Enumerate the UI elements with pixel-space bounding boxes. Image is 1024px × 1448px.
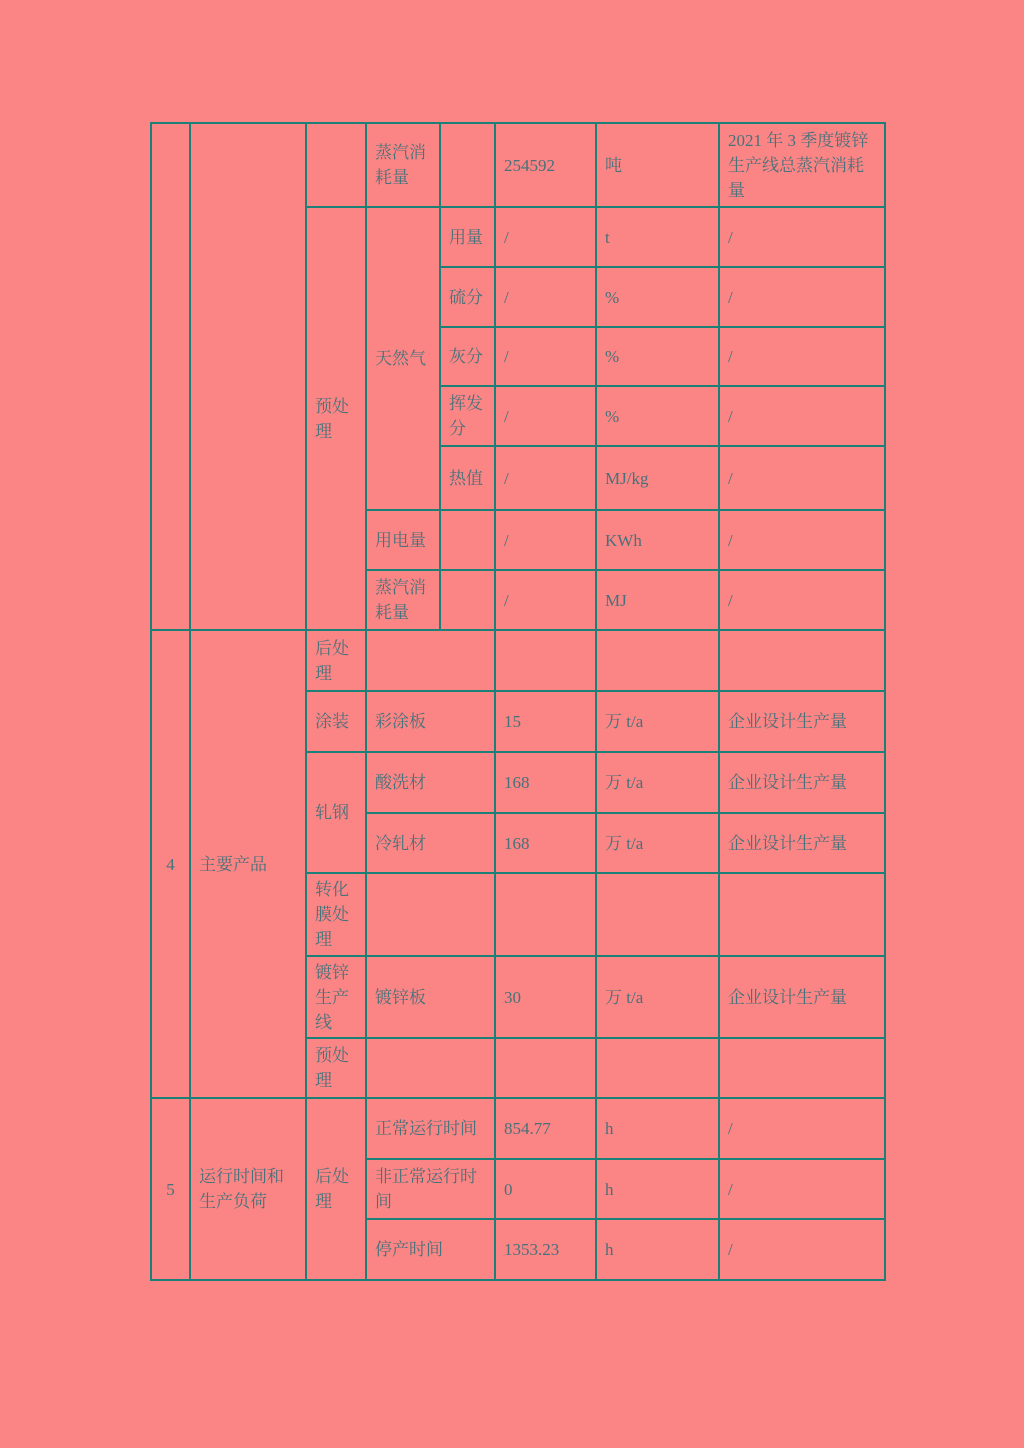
- cell-process: 转化膜处理: [307, 874, 365, 955]
- cell-process: 后处理: [307, 1099, 365, 1279]
- cell-time-label: 非正常运行时间: [367, 1160, 494, 1218]
- cell-unit: 万 t/a: [597, 814, 718, 872]
- cell-product: [367, 631, 494, 690]
- cell-remark: 企业设计生产量: [720, 692, 884, 751]
- cell-param-unit: %: [597, 268, 718, 326]
- cell-param-name: 热值: [441, 447, 494, 509]
- cell-product: 酸洗材: [367, 753, 494, 812]
- cell-param-remark: /: [720, 387, 884, 445]
- cell-unit: [597, 874, 718, 955]
- cell-time-unit: h: [597, 1099, 718, 1158]
- cell-param-unit: MJ/kg: [597, 447, 718, 509]
- cell-value: [496, 874, 595, 955]
- cell-param-value: /: [496, 447, 595, 509]
- cell-section-title: 运行时间和生产负荷: [191, 1099, 305, 1279]
- cell-product: [367, 874, 494, 955]
- cell-remark: [720, 1039, 884, 1097]
- cell-value: 15: [496, 692, 595, 751]
- cell-time-label: 停产时间: [367, 1220, 494, 1279]
- cell-product: 镀锌板: [367, 957, 494, 1037]
- cell-steam-label: 蒸汽消耗量: [367, 571, 439, 629]
- cell-section-no: 5: [152, 1099, 189, 1279]
- cell-param-remark: /: [720, 447, 884, 509]
- cell-unit: [597, 1039, 718, 1097]
- cell-empty-section-no: [152, 124, 189, 629]
- cell-value: 168: [496, 753, 595, 812]
- cell-time-remark: /: [720, 1099, 884, 1158]
- cell-steam-total-remark: 2021 年 3 季度镀锌生产线总蒸汽消耗量: [720, 124, 884, 206]
- cell-steam-total-value: 254592: [496, 124, 595, 206]
- cell-steam-unit: MJ: [597, 571, 718, 629]
- cell-param-name: 用量: [441, 208, 494, 266]
- cell-process: 镀锌生产线: [307, 957, 365, 1037]
- cell-param-name: 灰分: [441, 328, 494, 385]
- cell-product: [367, 1039, 494, 1097]
- cell-process-pretreatment: 预处理: [307, 208, 365, 629]
- cell-value: 168: [496, 814, 595, 872]
- cell-time-value: 0: [496, 1160, 595, 1218]
- cell-product: 彩涂板: [367, 692, 494, 751]
- cell-remark: 企业设计生产量: [720, 753, 884, 812]
- cell-remark: [720, 874, 884, 955]
- cell-param-name: 挥发分: [441, 387, 494, 445]
- cell-time-value: 1353.23: [496, 1220, 595, 1279]
- cell-param-unit: %: [597, 387, 718, 445]
- cell-section-no: 4: [152, 631, 189, 1097]
- cell-param-unit: %: [597, 328, 718, 385]
- cell-time-label: 正常运行时间: [367, 1099, 494, 1158]
- cell-empty-section-title: [191, 124, 305, 629]
- production-data-table: [150, 122, 886, 1281]
- cell-time-remark: /: [720, 1220, 884, 1279]
- cell-param-unit: t: [597, 208, 718, 266]
- cell-param-name: 硫分: [441, 268, 494, 326]
- cell-time-unit: h: [597, 1160, 718, 1218]
- cell-remark: 企业设计生产量: [720, 814, 884, 872]
- cell-value: 30: [496, 957, 595, 1037]
- cell-product: 冷轧材: [367, 814, 494, 872]
- cell-electricity-remark: /: [720, 511, 884, 569]
- cell-remark: 企业设计生产量: [720, 957, 884, 1037]
- cell-electricity-unit: KWh: [597, 511, 718, 569]
- cell-unit: 万 t/a: [597, 692, 718, 751]
- cell-natural-gas-label: 天然气: [367, 208, 439, 509]
- cell-param-value: /: [496, 328, 595, 385]
- cell-steam-total-unit: 吨: [597, 124, 718, 206]
- cell-electricity-value: /: [496, 511, 595, 569]
- cell-unit: 万 t/a: [597, 753, 718, 812]
- cell-param-remark: /: [720, 328, 884, 385]
- cell-steam-value: /: [496, 571, 595, 629]
- cell-remark: [720, 631, 884, 690]
- cell-time-value: 854.77: [496, 1099, 595, 1158]
- cell-time-remark: /: [720, 1160, 884, 1218]
- cell-param-value: /: [496, 208, 595, 266]
- cell-param-remark: /: [720, 208, 884, 266]
- cell-steam-remark: /: [720, 571, 884, 629]
- cell-param-value: /: [496, 268, 595, 326]
- cell-unit: [597, 631, 718, 690]
- cell-empty-param: [441, 511, 494, 569]
- cell-electricity-label: 用电量: [367, 511, 439, 569]
- cell-time-unit: h: [597, 1220, 718, 1279]
- cell-process: 预处理: [307, 1039, 365, 1097]
- cell-process: 后处理: [307, 631, 365, 690]
- cell-value: [496, 631, 595, 690]
- cell-process: 轧钢: [307, 753, 365, 872]
- cell-empty-param: [441, 571, 494, 629]
- cell-steam-total-label: 蒸汽消耗量: [367, 124, 439, 206]
- cell-process: 涂装: [307, 692, 365, 751]
- cell-empty-param: [441, 124, 494, 206]
- cell-param-value: /: [496, 387, 595, 445]
- cell-param-remark: /: [720, 268, 884, 326]
- cell-value: [496, 1039, 595, 1097]
- cell-unit: 万 t/a: [597, 957, 718, 1037]
- cell-empty-process: [307, 124, 365, 206]
- cell-section-title: 主要产品: [191, 631, 305, 1097]
